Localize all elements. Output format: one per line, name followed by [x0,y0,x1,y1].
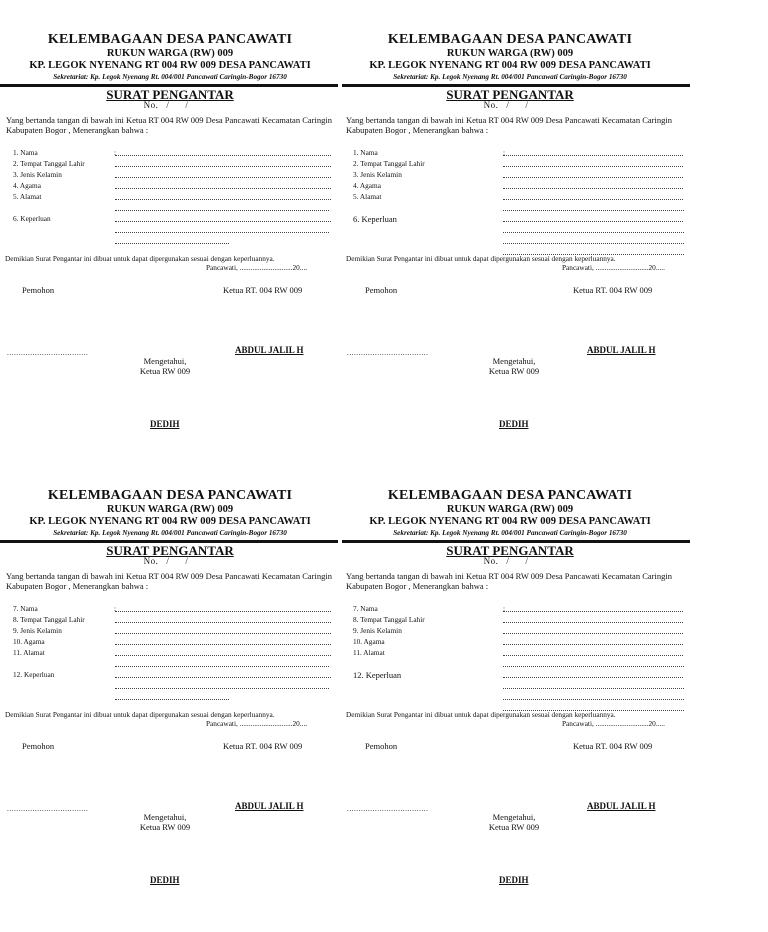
rt-head-label: Ketua RT. 004 RW 009 [223,741,303,751]
field-line-extra [115,232,329,233]
field-line-extra [115,666,329,667]
rw-head-name: DEDIH [150,419,180,429]
intro-text: Yang bertanda tangan di bawah ini Ketua RT 004 RW 009 Desa Pancawati Kecamatan Caringin Kabupaten Bogor , Menerangkan bahwa : [6,571,332,591]
intro-text: Yang bertanda tangan di bawah ini Ketua RT 004 RW 009 Desa Pancawati Kecamatan Caringin Kabupaten Bogor , Menerangkan bahwa : [6,115,332,135]
secretariat-line: Sekretariat: Kp. Legok Nyenang Rt. 004/001 Pancawati Caringin-Bogor 16730 [53,529,287,537]
address-line: KP. LEGOK NYENANG RT 004 RW 009 DESA PANCAWATI [29,60,311,71]
org-title: KELEMBAGAAN DESA PANCAWATI [387,488,633,503]
field-gender[interactable]: 9. Jenis Kelamin [353,626,673,636]
rt-head-label: Ketua RT. 004 RW 009 [223,285,303,295]
rt-head-name: ABDUL JALIL H [235,345,304,355]
closing-text: Demikian Surat Pengantar ini dibuat untuk dapat dipergunakan sesuai dengan keperluannya. [5,254,275,263]
secretariat-line: Sekretariat: Kp. Legok Nyenang Rt. 004/001 Pancawati Caringin-Bogor 16730 [393,73,627,81]
applicant-label: Pemohon [365,741,398,751]
field-line-extra [503,699,684,700]
letter-title: SURAT PENGANTAR [106,543,234,558]
intro-text: Yang bertanda tangan di bawah ini Ketua RT 004 RW 009 Desa Pancawati Kecamatan Caringin Kabupaten Bogor , Menerangkan bahwa : [346,571,672,591]
closing-text: Demikian Surat Pengantar ini dibuat untuk dapat dipergunakan sesuai dengan keperluannya. [346,254,616,263]
field-birth[interactable]: 8. Tempat Tanggal Lahir [353,615,673,625]
place-date: Pancawati, .............................20.... [206,719,308,728]
field-religion[interactable]: 10. Agama [353,637,673,647]
applicant-signature-line: ................................... [347,348,429,357]
field-line-extra [503,243,684,244]
secretariat-line: Sekretariat: Kp. Legok Nyenang Rt. 004/001 Pancawati Caringin-Bogor 16730 [393,529,627,537]
field-gender[interactable]: 3. Jenis Kelamin [13,170,333,180]
field-purpose[interactable]: 6. Keperluan [13,214,333,224]
rw-head-name: DEDIH [499,419,529,429]
field-purpose[interactable]: 12. Keperluan [353,670,673,680]
rw-head-name: DEDIH [499,875,529,885]
field-birth[interactable]: 8. Tempat Tanggal Lahir [13,615,333,625]
rt-head-label: Ketua RT. 004 RW 009 [573,285,653,295]
field-line-extra [503,232,684,233]
field-religion[interactable]: 4. Agama [353,181,673,191]
acknowledged-block: Mengetahui, Ketua RW 009 [139,356,191,376]
applicant-signature-line: ................................... [7,804,89,813]
field-gender[interactable]: 3. Jenis Kelamin [353,170,673,180]
field-line-extra [503,210,684,211]
org-title: KELEMBAGAAN DESA PANCAWATI [47,32,293,47]
field-religion[interactable]: 4. Agama [13,181,333,191]
field-name[interactable]: 7. Nama : [13,604,333,614]
secretariat-line: Sekretariat: Kp. Legok Nyenang Rt. 004/001 Pancawati Caringin-Bogor 16730 [53,73,287,81]
letter-number: No. / / [483,556,529,566]
address-line: KP. LEGOK NYENANG RT 004 RW 009 DESA PANCAWATI [29,516,311,527]
field-line-extra [503,666,684,667]
rt-head-name: ABDUL JALIL H [587,801,656,811]
place-date: Pancawati, .............................20.... [206,263,308,272]
closing-text: Demikian Surat Pengantar ini dibuat untuk dapat dipergunakan sesuai dengan keperluannya. [346,710,616,719]
field-line-extra [115,210,329,211]
field-purpose[interactable]: 12. Keperluan [13,670,333,680]
intro-text: Yang bertanda tangan di bawah ini Ketua RT 004 RW 009 Desa Pancawati Kecamatan Caringin Kabupaten Bogor , Menerangkan bahwa : [346,115,672,135]
field-address[interactable]: 11. Alamat [353,648,673,658]
rt-head-label: Ketua RT. 004 RW 009 [573,741,653,751]
rt-head-name: ABDUL JALIL H [235,801,304,811]
letter-number: No. / / [483,100,529,110]
org-title: KELEMBAGAAN DESA PANCAWATI [387,32,633,47]
applicant-label: Pemohon [365,285,398,295]
acknowledged-block: Mengetahui, Ketua RW 009 [139,812,191,832]
rw-head-name: DEDIH [150,875,180,885]
closing-text: Demikian Surat Pengantar ini dibuat untuk dapat dipergunakan sesuai dengan keperluannya. [5,710,275,719]
org-title: KELEMBAGAAN DESA PANCAWATI [47,488,293,503]
field-address[interactable]: 5. Alamat [13,192,333,202]
field-birth[interactable]: 2. Tempat Tanggal Lahir [13,159,333,169]
field-religion[interactable]: 10. Agama [13,637,333,647]
letter-form-bottom-right [340,486,680,926]
address-line: KP. LEGOK NYENANG RT 004 RW 009 DESA PANCAWATI [369,516,651,527]
field-name[interactable]: 1. Nama : [353,148,673,158]
field-name[interactable]: 7. Nama : [353,604,673,614]
letter-number: No. / / [143,100,189,110]
field-birth[interactable]: 2. Tempat Tanggal Lahir [353,159,673,169]
field-address[interactable]: 11. Alamat [13,648,333,658]
letter-number: No. / / [143,556,189,566]
letter-form-top-left [0,30,340,470]
rw-title: RUKUN WARGA (RW) 009 [106,48,234,59]
letter-form-top-right [340,30,680,470]
applicant-label: Pemohon [22,285,55,295]
acknowledged-block: Mengetahui, Ketua RW 009 [488,356,540,376]
field-line-extra [115,243,229,244]
applicant-signature-line: ................................... [347,804,429,813]
letter-title: SURAT PENGANTAR [446,87,574,102]
letter-title: SURAT PENGANTAR [446,543,574,558]
field-line-extra [115,699,229,700]
rw-title: RUKUN WARGA (RW) 009 [446,48,574,59]
place-date: Pancawati, .............................20..... [562,263,665,272]
field-gender[interactable]: 9. Jenis Kelamin [13,626,333,636]
place-date: Pancawati, .............................20..... [562,719,665,728]
field-name[interactable]: 1. Nama : [13,148,333,158]
acknowledged-block: Mengetahui, Ketua RW 009 [488,812,540,832]
address-line: KP. LEGOK NYENANG RT 004 RW 009 DESA PANCAWATI [369,60,651,71]
letter-title: SURAT PENGANTAR [106,87,234,102]
rw-title: RUKUN WARGA (RW) 009 [446,504,574,515]
field-address[interactable]: 5. Alamat [353,192,673,202]
rt-head-name: ABDUL JALIL H [587,345,656,355]
applicant-label: Pemohon [22,741,55,751]
rw-title: RUKUN WARGA (RW) 009 [106,504,234,515]
field-line-extra [115,688,329,689]
field-line-extra [503,688,684,689]
letter-form-bottom-left [0,486,340,926]
field-purpose[interactable]: 6. Keperluan [353,214,673,224]
applicant-signature-line: ................................... [7,348,89,357]
